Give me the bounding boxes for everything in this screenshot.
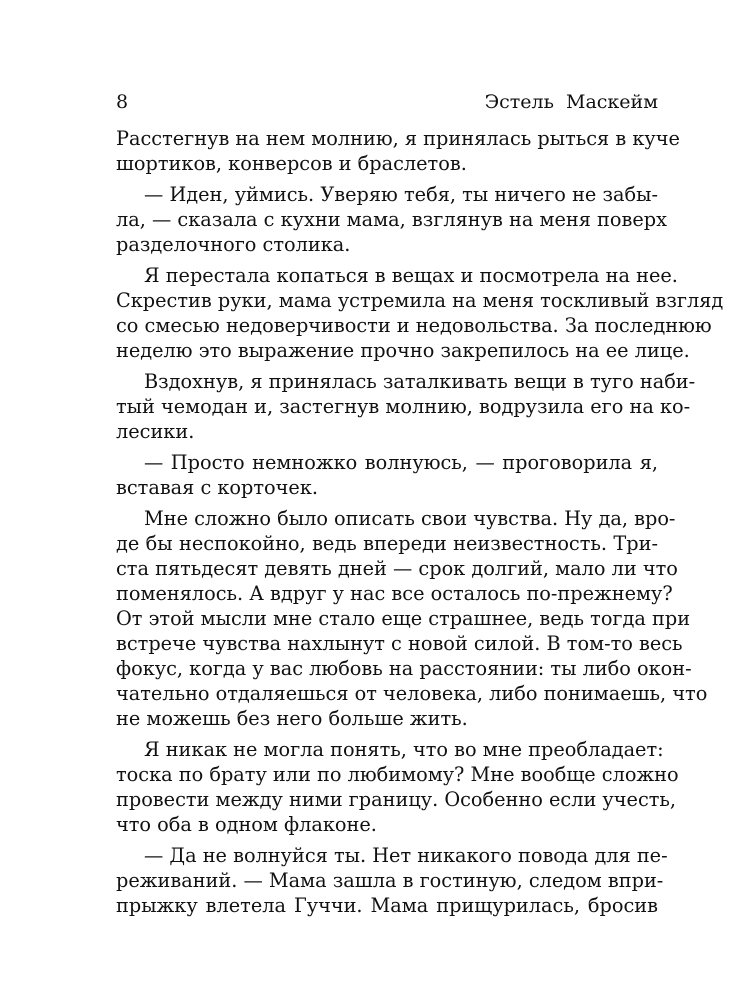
text-line: вставая с корточек. xyxy=(116,476,319,499)
text-line: что оба в одном флаконе. xyxy=(116,813,377,836)
text-line: ла, — сказала с кухни мама, взглянув на меня поверх xyxy=(116,208,667,231)
text-line: лесики. xyxy=(116,420,195,443)
text-line: чательно отдаляешься от человека, либо понимаешь, что xyxy=(116,682,708,705)
text-line: прыжку влетела Гуччи. Мама прищурилась, бросив xyxy=(116,894,658,917)
page-header xyxy=(116,89,658,115)
text-line: Расстегнув на нем молнию, я принялась рыться в куче xyxy=(116,127,680,150)
page-number: 8 xyxy=(116,91,129,113)
text-line: поменялось. А вдруг у нас все осталось по-прежнему? xyxy=(116,582,673,605)
text-line: разделочного столика. xyxy=(116,233,351,256)
text-line: шортиков, конверсов и браслетов. xyxy=(116,152,467,175)
body-text xyxy=(116,126,724,918)
text-line: фокус, когда у вас любовь на расстоянии: ты либо окон- xyxy=(116,657,692,680)
text-line: Мне сложно было описать свои чувства. Ну да, вро- xyxy=(144,507,676,530)
text-line: тоска по брату или по любимому? Мне вообще сложно xyxy=(116,763,679,786)
text-line: Скрестив руки, мама устремила на меня тоскливый взгляд xyxy=(116,289,724,312)
text-line: От этой мысли мне стало еще страшнее, ведь тогда при xyxy=(116,607,691,630)
text-line: встрече чувства нахлынут с новой силой. В том-то весь xyxy=(116,632,683,655)
text-line: провести между ними границу. Особенно если учесть, xyxy=(116,788,677,811)
text-line: — Да не волнуйся ты. Нет никакого повода для пе- xyxy=(144,844,668,867)
text-line: де бы неспокойно, ведь впереди неизвестность. Три- xyxy=(116,532,658,555)
text-line: Я никак не могла понять, что во мне преобладает: xyxy=(144,738,664,761)
text-line: Я перестала копаться в вещах и посмотрела на нее. xyxy=(144,264,678,287)
text-line: тый чемодан и, застегнув молнию, водрузила его на ко- xyxy=(116,395,691,418)
running-head-author: Эстель Маскейм xyxy=(484,91,658,113)
text-line: не можешь без него больше жить. xyxy=(116,707,468,730)
text-line: — Иден, уймись. Уверяю тебя, ты ничего не забы- xyxy=(144,183,658,206)
text-line: — Просто немножко волнуюсь, — проговорила я, xyxy=(144,451,658,474)
text-line: реживаний. — Мама зашла в гостиную, следом впри- xyxy=(116,869,664,892)
text-line: со смесью недоверчивости и недовольства. За последнюю xyxy=(116,314,712,337)
text-line: ста пятьдесят девять дней — срок долгий, мало ли что xyxy=(116,557,678,580)
text-line: Вздохнув, я принялась заталкивать вещи в туго наби- xyxy=(144,370,696,393)
text-line: неделю это выражение прочно закрепилось на ее лице. xyxy=(116,339,690,362)
